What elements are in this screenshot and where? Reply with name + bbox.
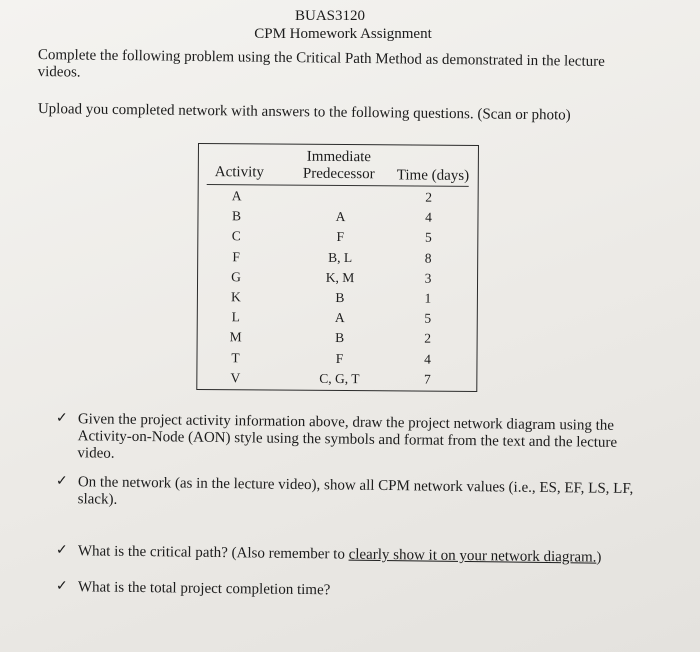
underlined-emphasis: clearly show it on your network diagram. xyxy=(348,546,597,566)
course-code: BUAS3120 xyxy=(294,8,365,24)
question-2 xyxy=(56,474,646,515)
question-1 xyxy=(55,411,646,469)
question-4-text: What is the total project completion time? xyxy=(77,579,331,599)
cell-activity-7: M xyxy=(229,329,242,345)
instruction-paragraph-1: Complete the following problem using the Critical Path Method as demonstrated in the lecture videos. xyxy=(37,47,605,81)
cell-activity-5: K xyxy=(231,289,241,305)
cell-predecessor-6: A xyxy=(334,310,345,326)
header-time: Time (days) xyxy=(396,167,470,184)
question-2-text: On the network (as in the lecture video), show all CPM network values (i.e., ES, EF, LS, LF, slack). xyxy=(77,474,634,508)
cell-time-1: 4 xyxy=(425,209,432,225)
question-4 xyxy=(56,579,646,603)
checkmark-icon: ✓ xyxy=(55,410,68,427)
assignment-title: CPM Homework Assignment xyxy=(254,26,432,42)
cell-time-3: 8 xyxy=(424,250,432,266)
header-activity: Activity xyxy=(214,164,265,181)
cell-activity-2: C xyxy=(231,228,241,244)
instruction-paragraph-2: Upload you completed network with answers to the following questions. (Scan or photo) xyxy=(37,101,571,124)
cell-time-4: 3 xyxy=(424,270,432,286)
cell-predecessor-8: F xyxy=(335,350,344,366)
cell-time-0: 2 xyxy=(425,189,433,205)
cell-time-7: 2 xyxy=(424,330,432,346)
checkmark-icon: ✓ xyxy=(55,542,68,559)
cell-predecessor-3: B, L xyxy=(328,249,353,265)
cell-time-5: 1 xyxy=(424,290,432,306)
cell-activity-1: B xyxy=(231,208,242,224)
activity-table xyxy=(196,143,479,392)
checkmark-icon: ✓ xyxy=(55,578,68,595)
cell-activity-8: T xyxy=(231,349,240,365)
cell-predecessor-0 xyxy=(303,187,379,208)
cell-predecessor-4: K, M xyxy=(325,269,355,285)
cell-time-2: 5 xyxy=(424,229,432,246)
cell-predecessor-9: C, G, T xyxy=(319,370,360,386)
cell-activity-9: V xyxy=(230,369,241,385)
cell-time-8: 4 xyxy=(424,351,431,367)
cell-activity-3: F xyxy=(232,248,241,264)
header-predecessor: Immediate Predecessor xyxy=(302,148,375,183)
checkmark-icon: ✓ xyxy=(55,473,68,490)
cell-activity-6: L xyxy=(231,309,240,325)
question-3-text: What is the critical path? (Also remember to clearly show it on your network diagram.) xyxy=(77,543,602,566)
cell-predecessor-7: B xyxy=(335,330,345,346)
question-3 xyxy=(56,543,646,567)
cell-time-6: 5 xyxy=(424,310,432,326)
activity-column xyxy=(215,186,256,388)
time-column xyxy=(415,188,440,390)
cell-activity-4: G xyxy=(231,268,241,285)
cell-time-9: 7 xyxy=(423,371,431,387)
question-1-text: Given the project activity information above, draw the project network diagram using the Activity-on-Node (AON) style using the symbols and format from the text and the lecture video. xyxy=(77,411,618,462)
cell-predecessor-1: A xyxy=(335,209,346,225)
cell-activity-0: A xyxy=(231,188,242,204)
cell-predecessor-5: B xyxy=(335,289,345,305)
predecessor-column xyxy=(301,187,378,389)
cell-predecessor-2: F xyxy=(336,229,345,245)
